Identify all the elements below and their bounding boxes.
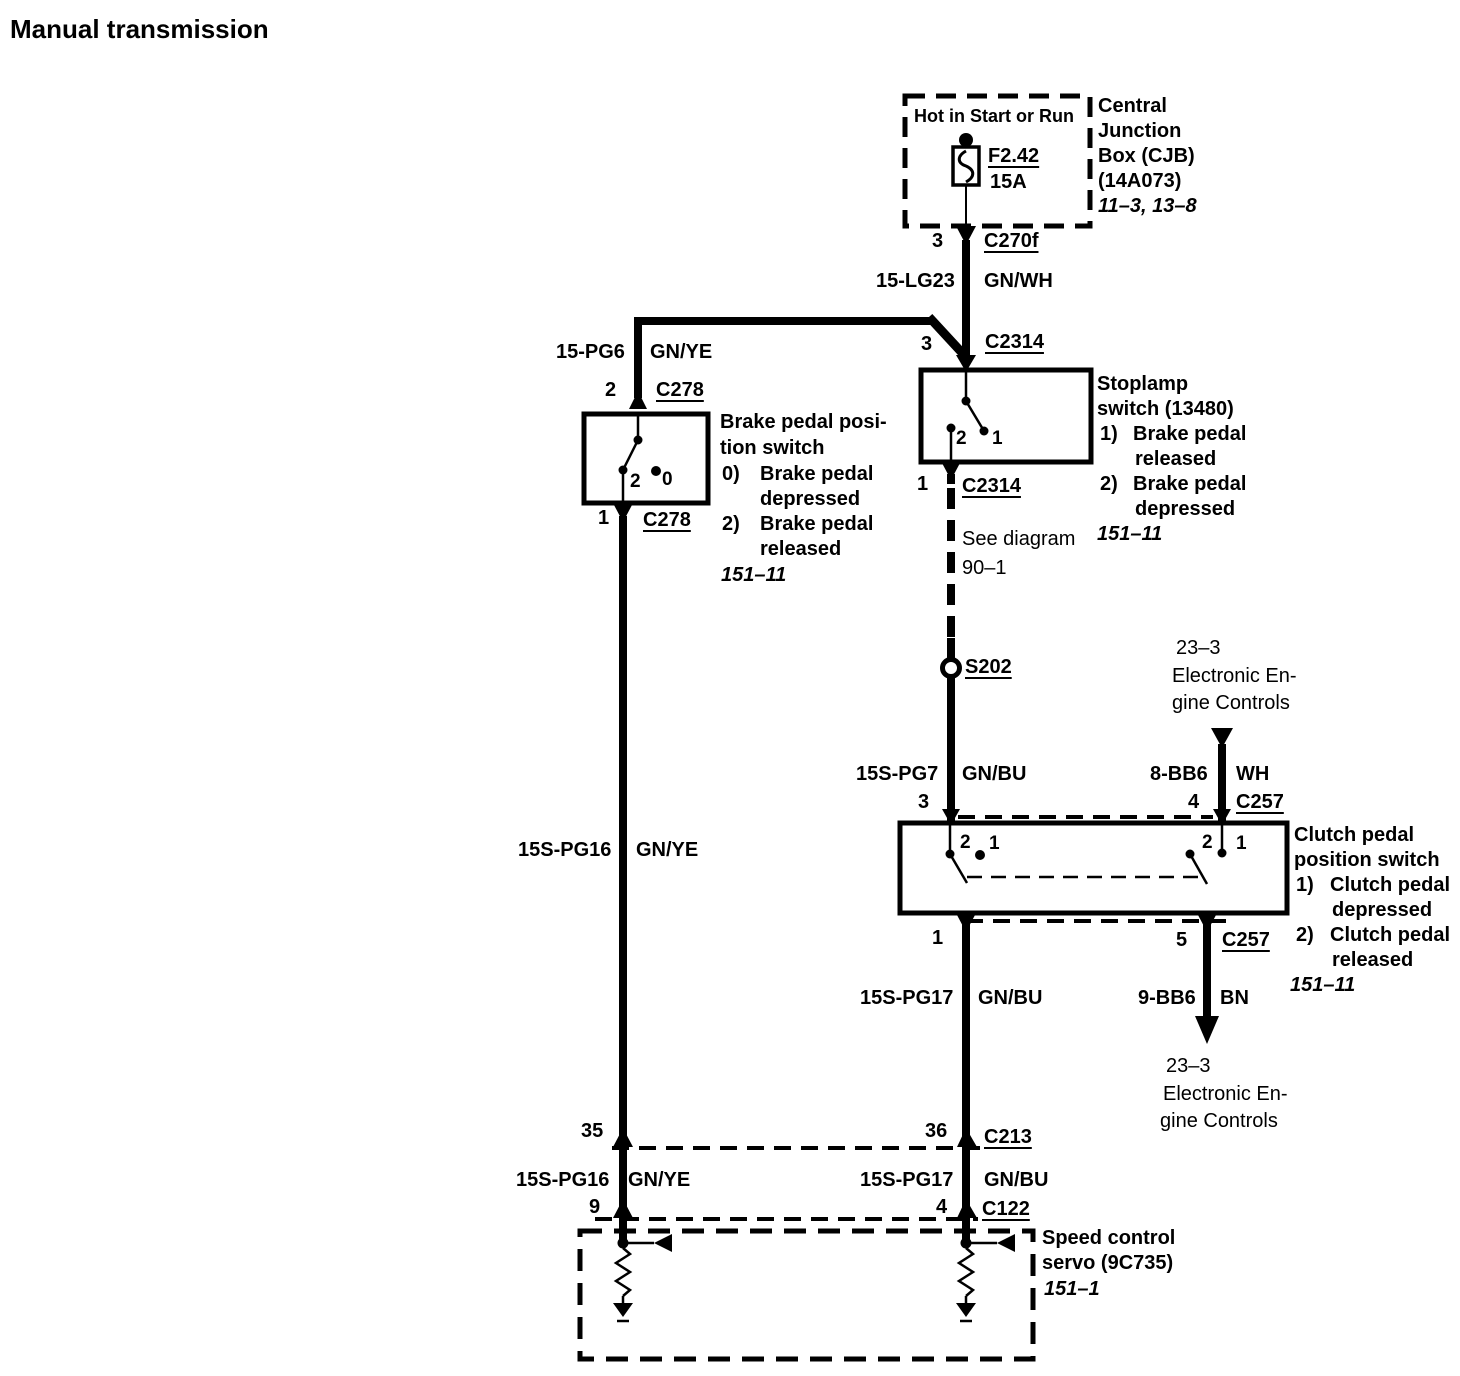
clutch-right-contact-1: 1 xyxy=(1236,833,1247,854)
clutch-item2-line2: released xyxy=(1332,949,1414,971)
clutch-right-contact-2: 2 xyxy=(1202,832,1213,853)
stoplamp-switch-box xyxy=(921,370,1091,462)
c122-left-pin: 9 xyxy=(589,1196,601,1218)
connector-c278-top-label: C278 xyxy=(656,379,704,401)
wire-code-15spg16-top: 15S-PG16 xyxy=(518,839,612,861)
wire-color-wh: WH xyxy=(1236,763,1270,785)
eec-bottom-line2: gine Controls xyxy=(1160,1110,1278,1132)
brake-out-pin: 1 xyxy=(598,507,610,529)
connector-c213-label: C213 xyxy=(984,1126,1032,1148)
wire-color-bn: BN xyxy=(1220,987,1249,1009)
servo-left-leg xyxy=(613,1234,672,1321)
brake-item2-num: 2) xyxy=(722,513,740,535)
fuse-icon xyxy=(953,133,979,224)
inline-arrow-icon xyxy=(654,1234,672,1252)
wire-code-15spg17-bottom: 15S-PG17 xyxy=(860,1169,954,1191)
clutch-item2-num: 2) xyxy=(1296,924,1314,946)
stoplamp-out-pin: 1 xyxy=(917,473,929,495)
stoplamp-item2-line2: depressed xyxy=(1135,498,1236,520)
clutch-item1-line2: depressed xyxy=(1332,899,1433,921)
cjb-name-line2: Junction xyxy=(1098,120,1182,142)
connector-c122-label: C122 xyxy=(982,1198,1030,1220)
wire-code-15lg23: 15-LG23 xyxy=(876,270,955,292)
see-diagram-line1: See diagram xyxy=(962,528,1076,550)
cjb-name-line4: (14A073) xyxy=(1098,170,1182,192)
c213-right-pin: 36 xyxy=(925,1120,948,1142)
brake-ref: 151–11 xyxy=(721,564,787,586)
cjb-ref: 11–3, 13–8 xyxy=(1098,195,1197,217)
brake-name-line1: Brake pedal posi- xyxy=(720,411,887,433)
eec-bottom-ref: 23–3 xyxy=(1166,1055,1211,1077)
clutch-left-contact-1: 1 xyxy=(989,833,1000,854)
clutch-name-line2: position switch xyxy=(1294,849,1440,871)
connector-c278-bottom-label: C278 xyxy=(643,509,691,531)
cjb-hot-label: Hot in Start or Run xyxy=(914,106,1074,126)
page-title: Manual transmission xyxy=(10,14,269,44)
stoplamp-name-line2: switch (13480) xyxy=(1097,398,1234,420)
wire-color-gnbu-top: GN/BU xyxy=(962,763,1027,785)
wire-color-gnye-bottom: GN/YE xyxy=(628,1169,691,1191)
wire-color-gnbu-bottom: GN/BU xyxy=(984,1169,1049,1191)
connector-c2314-bottom-label: C2314 xyxy=(962,475,1021,497)
clutch-name-line1: Clutch pedal xyxy=(1294,824,1415,846)
servo-name-line1: Speed control xyxy=(1042,1227,1176,1249)
cjb-out-pin: 3 xyxy=(932,230,944,252)
c213-left-pin: 35 xyxy=(581,1120,604,1142)
connector-c2314-top-label: C2314 xyxy=(985,331,1044,353)
splice-s202-icon xyxy=(943,660,960,677)
stoplamp-contact-1: 1 xyxy=(992,428,1003,449)
stoplamp-item2-line1: Brake pedal xyxy=(1133,473,1247,495)
resistor-icon xyxy=(616,1248,630,1296)
connector-c257-top-label: C257 xyxy=(1236,791,1284,813)
fuse-rating: 15A xyxy=(990,171,1027,193)
wire-code-15spg17-top: 15S-PG17 xyxy=(860,987,954,1009)
stoplamp-ref: 151–11 xyxy=(1097,523,1163,545)
connector-c270f-label: C270f xyxy=(984,230,1039,252)
brake-item2-line2: released xyxy=(760,538,842,560)
wire-color-gnye-mid: GN/YE xyxy=(636,839,699,861)
clutch-item1-num: 1) xyxy=(1296,874,1314,896)
ground-icon xyxy=(956,1303,976,1317)
brake-contact-2: 2 xyxy=(630,471,641,492)
clutch-right-pin: 4 xyxy=(1188,791,1200,813)
wire-code-8bb6: 8-BB6 xyxy=(1150,763,1208,785)
wire-eec-to-clutch xyxy=(1211,728,1233,825)
brake-in-pin: 2 xyxy=(605,379,617,401)
eec-top-line1: Electronic En- xyxy=(1172,665,1297,687)
clutch-item1-line1: Clutch pedal xyxy=(1330,874,1451,896)
connector-c257-bottom-label: C257 xyxy=(1222,929,1270,951)
brake-item2-line1: Brake pedal xyxy=(760,513,874,535)
brake-item1-line1: Brake pedal xyxy=(760,463,874,485)
ground-icon xyxy=(613,1303,633,1317)
resistor-icon xyxy=(959,1248,973,1296)
brake-item1-num: 0) xyxy=(722,463,740,485)
clutch-left-pin: 3 xyxy=(918,791,930,813)
stoplamp-item1-num: 1) xyxy=(1100,423,1118,445)
wire-code-15pg6: 15-PG6 xyxy=(556,341,625,363)
clutch-left-contact-2: 2 xyxy=(960,832,971,853)
inline-arrow-icon xyxy=(997,1234,1015,1252)
fuse-id: F2.42 xyxy=(988,145,1040,167)
see-diagram-line2: 90–1 xyxy=(962,557,1007,579)
clutch-out-right-pin: 5 xyxy=(1176,929,1188,951)
c122-right-pin: 4 xyxy=(936,1196,948,1218)
stoplamp-in-pin: 3 xyxy=(921,333,933,355)
cjb-name-line3: Box (CJB) xyxy=(1098,145,1195,167)
servo-name-line2: servo (9C735) xyxy=(1042,1252,1174,1274)
brake-name-line2: tion switch xyxy=(720,437,825,459)
eec-top-ref: 23–3 xyxy=(1176,637,1221,659)
brake-switch-box xyxy=(584,414,708,503)
wire-color-gnbu-mid: GN/BU xyxy=(978,987,1043,1009)
clutch-switch-contacts xyxy=(946,825,1227,884)
cjb-name-line1: Central xyxy=(1098,95,1167,117)
wire-code-15spg7: 15S-PG7 xyxy=(856,763,939,785)
stoplamp-name-line1: Stoplamp xyxy=(1097,373,1189,395)
servo-dashed-box xyxy=(580,1231,1033,1359)
clutch-out-left-pin: 1 xyxy=(932,927,944,949)
servo-ref: 151–1 xyxy=(1044,1278,1100,1300)
wire-stoplamp-to-clutch xyxy=(942,463,960,825)
stoplamp-switch-contacts xyxy=(947,372,989,461)
stoplamp-contact-2: 2 xyxy=(956,428,967,449)
stoplamp-item2-num: 2) xyxy=(1100,473,1118,495)
stoplamp-item1-line1: Brake pedal xyxy=(1133,423,1247,445)
servo-right-leg xyxy=(956,1234,1015,1321)
wire-brake-to-servo xyxy=(613,505,633,1243)
wire-color-gnye-top: GN/YE xyxy=(650,341,713,363)
eec-bottom-line1: Electronic En- xyxy=(1163,1083,1288,1105)
clutch-item2-line1: Clutch pedal xyxy=(1330,924,1451,946)
eec-top-line2: gine Controls xyxy=(1172,692,1290,714)
wire-color-gnwh: GN/WH xyxy=(984,270,1053,292)
wire-code-15spg16-bottom: 15S-PG16 xyxy=(516,1169,610,1191)
wire-clutch-to-servo xyxy=(957,913,977,1243)
stoplamp-item1-line2: released xyxy=(1135,448,1217,470)
brake-contact-0: 0 xyxy=(662,469,673,490)
wire-code-9bb6: 9-BB6 xyxy=(1138,987,1196,1009)
splice-s202-label: S202 xyxy=(965,656,1012,678)
wire-clutch-to-eec xyxy=(1195,913,1219,1044)
clutch-ref: 151–11 xyxy=(1290,974,1356,996)
brake-item1-line2: depressed xyxy=(760,488,861,510)
